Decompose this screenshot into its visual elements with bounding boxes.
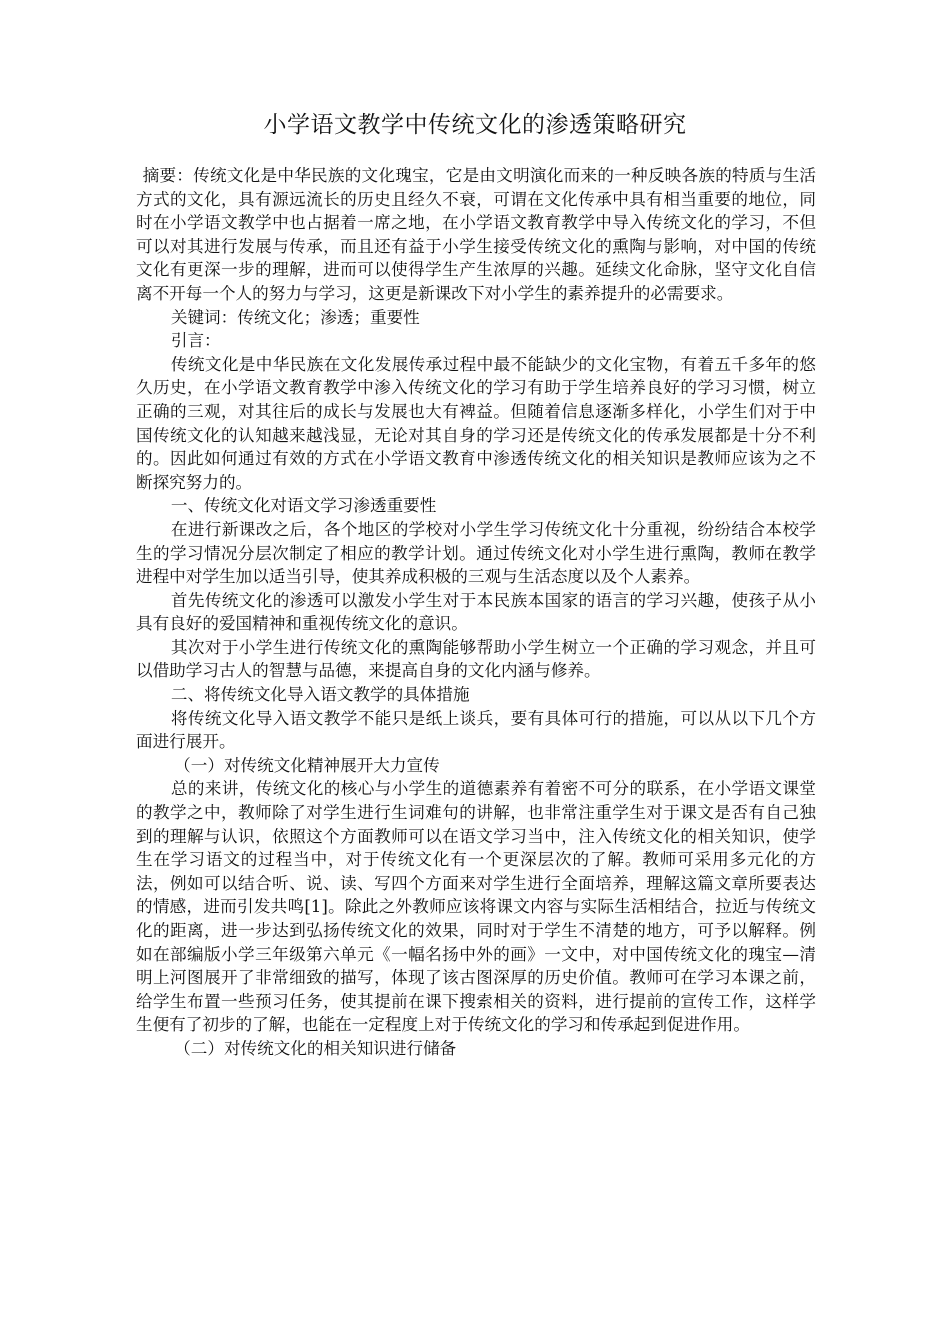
intro-paragraph: 传统文化是中华民族在文化发展传承过程中最不能缺少的文化宝物，有着五千多年的悠久历史，在小学语文教育教学中渗入传统文化的学习有助于学生培养良好的学习习惯，树立正确的三观，对其往后的成长与发展也大有裨益。但随着信息逐渐多样化，小学生们对于中国传统文化的认知越来越浅显，无论对其自身的学习还是传统文化的传承发展都是十分不利的。因此如何通过有效的方式在小学语文教育中渗透传统文化的相关知识是教师应该为之不断探究努力的。 xyxy=(136,354,816,492)
subsection-2-heading: （二）对传统文化的相关知识进行储备 xyxy=(174,1038,457,1058)
document-body xyxy=(136,164,816,1061)
section-2-paragraph-1: 将传统文化导入语文教学不能只是纸上谈兵，要有具体可行的措施，可以从以下几个方面进行展开。 xyxy=(136,708,816,752)
keywords-line: 关键词：传统文化；渗透；重要性 xyxy=(170,307,420,327)
page-title: 小学语文教学中传统文化的渗透策略研究 xyxy=(263,112,687,138)
subsection-1-paragraph: 总的来讲，传统文化的核心与小学生的道德素养有着密不可分的联系，在小学语文课堂的教学之中，教师除了对学生进行生词难句的讲解，也非常注重学生对于课文是否有自己独到的理解与认识，依照这个方面教师可以在语文学习当中，注入传统文化的相关知识，使学生在学习语文的过程当中，对于传统文化有一个更深层次的了解。教师可采用多元化的方法，例如可以结合听、说、读、写四个方面来对学生进行全面培养，理解这篇文章所要表达的情感，进而引发共鸣[1]。除此之外教师应该将课文内容与实际生活相结合，拉近与传统文化的距离，进一步达到弘扬传统文化的效果，同时对于学生不清楚的地方，可予以解释。例如在部编版小学三年级第六单元《一幅名扬中外的画》一文中，对中国传统文化的瑰宝—清明上河图展开了非常细致的描写，体现了该古图深厚的历史价值。教师可在学习本课之前，给学生布置一些预习任务，使其提前在课下搜索相关的资料，进行提前的宣传工作，这样学生便有了初步的了解，也能在一定程度上对于传统文化的学习和传承起到促进作用。 xyxy=(136,779,816,1035)
subsection-1-heading: （一）对传统文化精神展开大力宣传 xyxy=(174,755,440,775)
section-2-heading: 二、将传统文化导入语文教学的具体措施 xyxy=(170,685,470,705)
abstract-paragraph: 摘要：传统文化是中华民族的文化瑰宝，它是由文明演化而来的一种反映各族的特质与生活方式的文化，具有源远流长的历史且经久不衰，可谓在文化传承中具有相当重要的地位，同时在小学语文教学中也占据着一席之地，在小学语文教育教学中导入传统文化的学习，不但可以对其进行发展与传承，而且还有益于小学生接受传统文化的熏陶与影响，对中国的传统文化有更深一步的理解，进而可以使得学生产生浓厚的兴趣。延续文化命脉，坚守文化自信离不开每一个人的努力与学习，这更是新课改下对小学生的素养提升的必需要求。 xyxy=(136,166,816,303)
section-1-heading: 一、传统文化对语文学习渗透重要性 xyxy=(170,496,437,516)
intro-label: 引言： xyxy=(170,331,221,351)
section-1-paragraph-2: 首先传统文化的渗透可以激发小学生对于本民族本国家的语言的学习兴趣，使孩子从小具有良好的爱国精神和重视传统文化的意识。 xyxy=(136,590,816,634)
section-1-paragraph-1: 在进行新课改之后，各个地区的学校对小学生学习传统文化十分重视，纷纷结合本校学生的学习情况分层次制定了相应的教学计划。通过传统文化对小学生进行熏陶，教师在教学进程中对学生加以适当引导，使其养成积极的三观与生活态度以及个人素养。 xyxy=(136,519,816,587)
section-1-paragraph-3: 其次对于小学生进行传统文化的熏陶能够帮助小学生树立一个正确的学习观念，并且可以借助学习古人的智慧与品德，来提高自身的文化内涵与修养。 xyxy=(136,637,816,681)
